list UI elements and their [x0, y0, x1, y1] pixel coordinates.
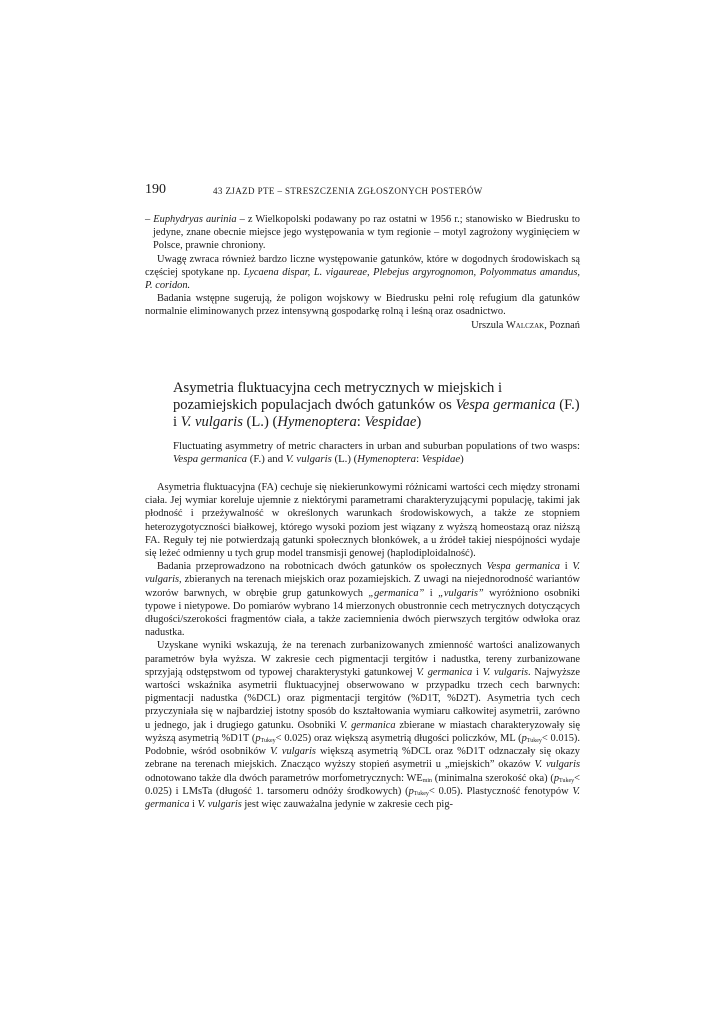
paragraph-text: zbierane w miastach charakteryzowały się wyższą asymetrią %D1T (	[145, 719, 580, 744]
p-value-symbol: p	[255, 732, 261, 744]
p-value-symbol: p	[408, 785, 414, 797]
species-list-item	[145, 213, 580, 253]
paragraph: Asymetria fluktuacyjna (FA) cechuje się niekierunkowymi różnicami wartości cech między stronami ciała. Jej wymiar koreluje ujemnie z niektórymi parametrami charakteryzującymi populację, takimi jak płodność i przeżywalność w określonych warunkach środowiskowych, a także ze stopniem heterozygotyczności białkowej, którego wysoki poziom jest wiązany z wyższą homeostazą oraz niższą FA. Reguły tej nie potwierdzają gatunki społecznych błonkówek, a u źródeł takiej niespójności wydaje się leżeć odmienny u tych grup model transmisji genowej (haplodiploidalność).	[145, 482, 580, 560]
species-name: V. germanica	[145, 785, 581, 810]
group-name: „vulgaris”	[438, 587, 484, 599]
paragraph-text: Uzyskane wyniki wskazują, że na terenach zurbanizowanych zmienność wartości analizowanych parametrów była wyższa. W zakresie cech pigmentacji tergitów i nadustka, tereny zurbanizowane sprzyjają odstępstwom od typowej charakterystyki gatunkowej	[145, 640, 580, 678]
author-signature	[145, 319, 580, 332]
title-species: V. vulgaris	[180, 414, 243, 431]
title-taxon: Hymenoptera	[277, 414, 357, 431]
paragraph-text: < 0.015). Podobnie, wśród osobników	[145, 732, 580, 758]
paragraph-text: większą asymetrią %DCL oraz %D1T odznaczały się okazy zebrane na terenach miejskich. Znacząco wyższy stopień asymetrii u „miejskich” okazów	[145, 746, 581, 771]
paragraph-text: < 0.025) oraz większą asymetrią długości policzków, ML (	[275, 732, 522, 744]
title-en-text: (F.) and	[247, 453, 286, 466]
paragraph-text: zbieranych na terenach miejskich oraz pozamiejskich. Z uwagi na niejednorodność wariantów wzorów barwnych, w obrębie grup gatunkowych	[145, 574, 580, 599]
title-en-text: (L.) (	[331, 453, 358, 466]
author-first-name: Urszula	[471, 319, 506, 331]
paragraph-text: Uwagę zwraca również bardzo liczne występowanie gatunków, które w dogodnych środowiskach są częściej spotykane np.	[145, 253, 580, 278]
species-name: V. vulgaris	[197, 798, 242, 810]
p-value-subscript: Tukey	[413, 790, 429, 797]
title-text: Asymetria fluktuacyjna cech metrycznych w miejskich i pozamiejskich populacjach dwóch gatunków os	[173, 379, 503, 414]
species-names: Lycaena dispar, L. vigaureae, Plebejus argyrognomon, Polyommatus amandus, P. coridon.	[145, 266, 580, 292]
page-number: 190	[145, 182, 166, 197]
p-value-subscript: Tukey	[559, 777, 575, 784]
title-en-species: V. vulgaris	[285, 453, 332, 466]
paragraph	[145, 639, 580, 811]
title-text: )	[416, 414, 422, 431]
species-name: V. germanica	[339, 719, 396, 731]
group-name: „germanica”	[368, 587, 425, 599]
page-header	[145, 182, 580, 204]
species-name: V. vulgaris	[270, 746, 316, 758]
title-en-text: Fluctuating asymmetry of metric characters in urban and suburban populations of two wasps:	[173, 439, 580, 452]
species-name: Euphydryas aurinia	[153, 214, 237, 225]
paragraph-text: i	[559, 561, 573, 573]
paragraph	[145, 253, 580, 293]
paragraph-text: jest więc zauważalna jedynie w zakresie cech pig-	[241, 798, 453, 810]
list-dash: –	[145, 214, 154, 225]
parameter-subscript: min	[422, 777, 433, 784]
species-name: V. vulgaris,	[145, 561, 580, 586]
title-species: Vespa germanica	[455, 397, 556, 414]
paragraph-text: i	[189, 798, 198, 810]
paragraph-text: i	[424, 587, 439, 599]
title-en-text: :	[416, 453, 422, 466]
p-value-symbol: p	[553, 772, 560, 784]
species-name: V. germanica	[416, 666, 473, 678]
p-value-symbol: p	[521, 732, 527, 744]
species-name: V. vulgaris	[482, 666, 529, 678]
article-title-english	[173, 440, 580, 467]
title-text: :	[356, 414, 365, 431]
species-name: Vespa germanica	[486, 561, 560, 573]
species-name: V. vulgaris	[534, 759, 581, 771]
author-city: , Poznań	[544, 319, 580, 331]
paragraph-text: odnotowano także dla dwóch parametrów morfometrycznych: WE	[145, 772, 423, 784]
page	[145, 182, 580, 811]
paragraph-text: . Najwyższe wartości wskaźnika asymetrii fluktuacyjnej obserwowano w przypadku trzech cech barwnych: pigmentacji nadustka (%DCL) oraz pigmentacji tergitów (%D1T, %D2T). Asymetria tych cech przyczyniała się w najbardziej istotny sposób do kształtowania wymiaru całkowitej asymetrii, zarówno u jednego, jak i drugiego gatunku. Osobniki	[145, 666, 580, 731]
article-title	[173, 380, 580, 432]
paragraph-text: < 0.05). Plastyczność fenotypów	[428, 785, 573, 797]
title-text: (L.) (	[242, 414, 278, 431]
item-text: – z Wielkopolski podawany po raz ostatni w 1956 r.; stanowisko w Biedrusku to jedyne, znane obecnie miejsce jego występowania w tym regionie – motyl zagrożony wyginięciem w Polsce, prawnie chroniony.	[153, 214, 580, 252]
title-taxon: Vespidae	[364, 414, 417, 431]
p-value-subscript: Tukey	[260, 737, 276, 744]
title-en-taxon: Hymenoptera	[357, 453, 417, 466]
title-en-taxon: Vespidae	[421, 453, 461, 466]
paragraph	[145, 560, 580, 639]
paragraph-text: < 0.025) i LMsTa (długość 1. tarsomeru odnóży środkowych) (	[145, 772, 581, 797]
running-head: 43 ZJAZD PTE – STRESZCZENIA ZGŁOSZONYCH POSTERÓW	[213, 186, 483, 196]
title-en-text: )	[460, 453, 464, 466]
title-text: (F.) i	[173, 397, 580, 431]
paragraph-text: i	[472, 666, 483, 678]
author-last-name: Walczak	[506, 319, 545, 331]
paragraph-text: wyróżniono osobniki typowe i nietypowe. Do pomiarów wybrano 14 mierzonych obustronnie cech metrycznych dotyczących długości/szerokości fragmentów ciała, a także zaciemnienia dwóch pierwszych tergitów odwłoka oraz nadustka.	[145, 587, 581, 639]
title-en-species: Vespa germanica	[173, 453, 248, 466]
paragraph-text: (minimalna szerokość oka) (	[432, 772, 554, 784]
paragraph-text: Badania przeprowadzono na robotnicach dwóch gatunków os społecznych	[157, 561, 487, 573]
paragraph: Badania wstępne sugerują, że poligon wojskowy w Biedrusku pełni rolę refugium dla gatunków normalnie eliminowanych przez intensywną gospodarkę rolną i leśną oraz osadnictwo.	[145, 293, 580, 318]
p-value-subscript: Tukey	[526, 737, 542, 744]
